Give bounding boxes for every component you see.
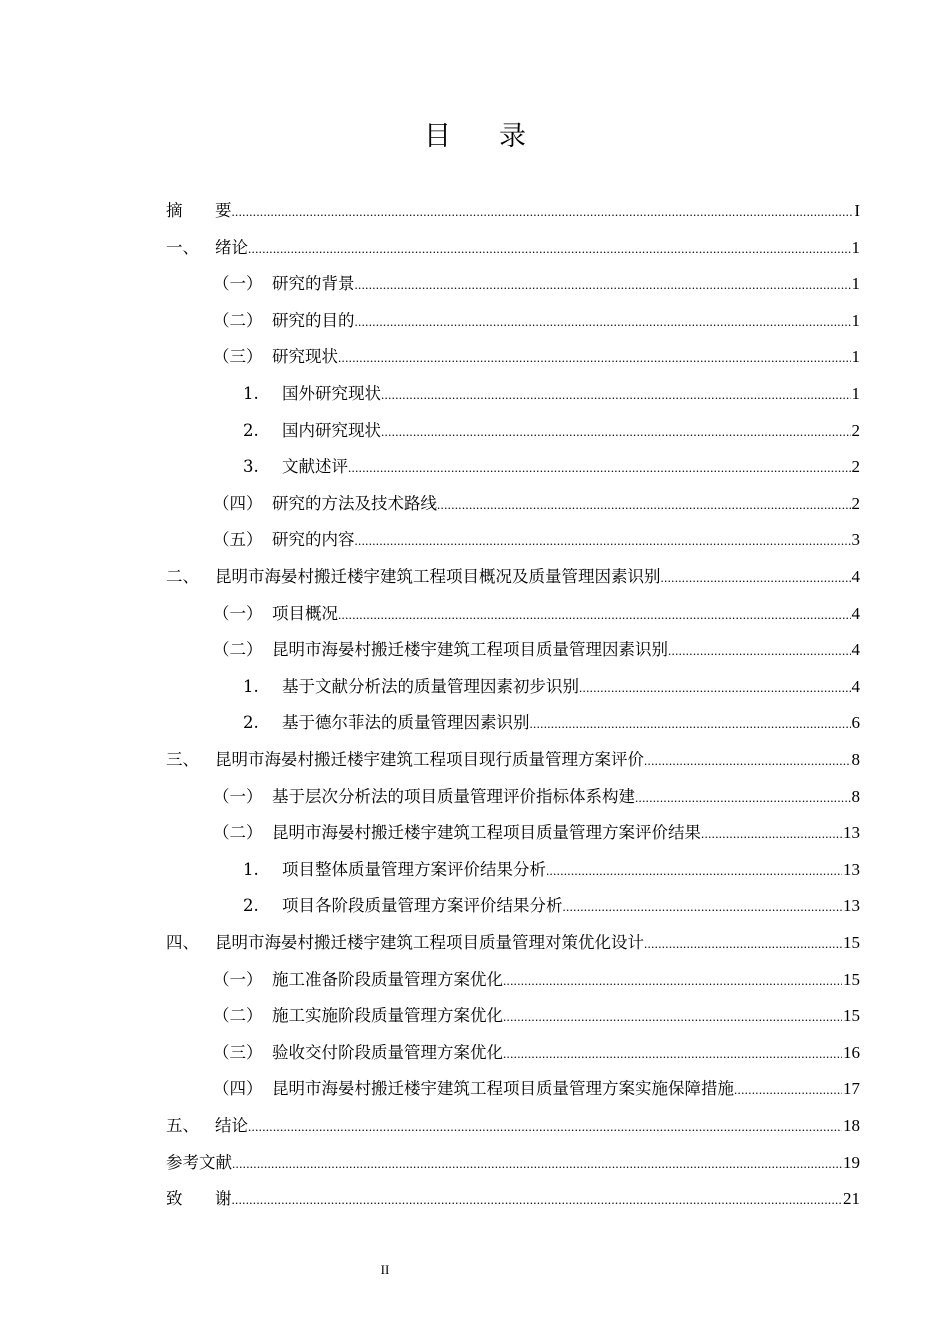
- toc-entry[interactable]: [166, 925, 860, 961]
- toc-entry-label: 施工实施阶段质量管理方案优化: [272, 1006, 503, 1026]
- toc-entry-number: （二）: [213, 640, 273, 660]
- toc-entry-page: 1: [851, 310, 860, 330]
- title-char-1: 目: [424, 121, 451, 152]
- toc-entry[interactable]: [213, 632, 860, 668]
- toc-entry[interactable]: [243, 449, 860, 485]
- toc-entry-page: 21: [843, 1189, 860, 1209]
- toc-entry-label: 验收交付阶段质量管理方案优化: [272, 1042, 503, 1062]
- toc-leader-dots: [563, 889, 843, 925]
- toc-entry-number: 1.: [243, 859, 280, 879]
- toc-leader-dots: [503, 963, 842, 999]
- toc-entry-page: 16: [843, 1042, 860, 1062]
- toc-entry-label: 参考文献: [166, 1152, 232, 1172]
- toc-entry[interactable]: [166, 559, 860, 595]
- toc-entry-page: 2: [851, 457, 860, 477]
- toc-entry-page: 2: [851, 493, 860, 513]
- toc-entry-number: （一）: [213, 603, 273, 623]
- toc-entry-number: （二）: [213, 310, 273, 330]
- toc-entry-label: 研究的方法及技术路线: [272, 493, 437, 513]
- toc-leader-dots: [381, 414, 851, 450]
- toc-entry-label: 昆明市海晏村搬迁楼宇建筑工程项目质量管理方案评价结果: [272, 823, 701, 843]
- toc-entry-number: 五、: [166, 1116, 210, 1135]
- toc-entry-label: 施工准备阶段质量管理方案优化: [272, 969, 503, 989]
- toc-entry[interactable]: [166, 230, 860, 266]
- toc-entry-number: （二）: [213, 1006, 273, 1026]
- toc-entry-page: 15: [843, 1006, 860, 1026]
- toc-entry[interactable]: [166, 193, 860, 229]
- toc-leader-dots: [503, 999, 842, 1035]
- toc-entry-number: 四、: [166, 933, 210, 952]
- toc-entry[interactable]: [213, 815, 860, 851]
- toc-entry-page: 4: [851, 640, 860, 660]
- toc-entry-page: 13: [843, 823, 860, 843]
- toc-entry-label: 结论: [215, 1116, 248, 1135]
- toc-entry-page: 19: [843, 1152, 860, 1172]
- toc-entry-number: 三、: [166, 750, 210, 769]
- toc-entry[interactable]: [243, 669, 860, 705]
- toc-leader-dots: [348, 450, 851, 486]
- toc-entry[interactable]: [213, 596, 860, 632]
- toc-leader-dots: [338, 597, 851, 633]
- toc-entry-label: 项目各阶段质量管理方案评价结果分析: [282, 896, 563, 916]
- toc-entry-page: 13: [843, 859, 860, 879]
- toc-entry[interactable]: [166, 1108, 860, 1144]
- toc-entry-label: 文献述评: [282, 457, 348, 477]
- toc-entry-number: 1.: [243, 384, 280, 403]
- toc-entry-label: 昆明市海晏村搬迁楼宇建筑工程项目现行质量管理方案评价: [215, 750, 644, 769]
- toc-entry-number: 2.: [243, 896, 280, 916]
- toc-entry-number: 致: [166, 1189, 204, 1209]
- toc-entry-number: 一、: [166, 237, 210, 257]
- toc-entry-page: I: [854, 201, 860, 220]
- toc-entry-page: 3: [851, 530, 860, 550]
- toc-entry[interactable]: [243, 852, 860, 888]
- toc-entry-label: 基于德尔菲法的质量管理因素识别: [282, 713, 530, 733]
- toc-entry-number: （四）: [213, 1079, 273, 1099]
- toc-entry[interactable]: [213, 266, 860, 302]
- toc-entry-page: 1: [851, 274, 860, 294]
- toc-entry[interactable]: [243, 376, 860, 412]
- toc-entry-page: 18: [843, 1116, 860, 1135]
- toc-entry[interactable]: [243, 705, 860, 741]
- toc-entry-number: （三）: [213, 1042, 273, 1062]
- toc-leader-dots: [355, 304, 851, 340]
- toc-entry[interactable]: [166, 742, 860, 778]
- toc-leader-dots: [437, 487, 851, 523]
- toc-leader-dots: [355, 267, 851, 303]
- toc-entry-label: 昆明市海晏村搬迁楼宇建筑工程项目质量管理因素识别: [272, 640, 668, 660]
- toc-entry-label: 昆明市海晏村搬迁楼宇建筑工程项目质量管理方案实施保障措施: [272, 1079, 734, 1099]
- toc-leader-dots: [579, 670, 851, 706]
- toc-entry[interactable]: [213, 339, 860, 375]
- toc-entry-label: 基于层次分析法的项目质量管理评价指标体系构建: [272, 786, 635, 806]
- toc-entry-page: 4: [851, 603, 860, 623]
- toc-entry-number: 二、: [166, 567, 210, 586]
- toc-entry-page: 17: [843, 1079, 860, 1099]
- toc-entry-page: 8: [851, 750, 860, 769]
- toc-entry-number: （五）: [213, 530, 273, 550]
- toc-entry[interactable]: [213, 962, 860, 998]
- toc-entry-page: 6: [851, 713, 860, 733]
- toc-entry-number: （一）: [213, 274, 273, 294]
- toc-entry[interactable]: [213, 486, 860, 522]
- toc-entry-label: 基于文献分析法的质量管理因素初步识别: [282, 676, 579, 696]
- toc-entry-page: 1: [851, 384, 860, 403]
- toc-entry-label: 绪论: [215, 237, 248, 257]
- toc-leader-dots: [644, 926, 842, 962]
- toc-entry-label: 昆明市海晏村搬迁楼宇建筑工程项目概况及质量管理因素识别: [215, 567, 661, 586]
- toc-leader-dots: [232, 194, 854, 230]
- toc-leader-dots: [503, 1036, 842, 1072]
- toc-leader-dots: [668, 633, 851, 669]
- toc-entry[interactable]: [243, 888, 860, 924]
- toc-leader-dots: [381, 377, 851, 413]
- toc-entry[interactable]: [213, 779, 860, 815]
- toc-entry-number: 3.: [243, 457, 280, 477]
- toc-leader-dots: [530, 706, 851, 742]
- toc-entry-page: 4: [851, 567, 860, 586]
- page-footer-number: II: [380, 1262, 390, 1277]
- toc-entry-label: 昆明市海晏村搬迁楼宇建筑工程项目质量管理对策优化设计: [215, 933, 644, 952]
- toc-entry[interactable]: [166, 1145, 860, 1181]
- toc-entry-number: （四）: [213, 493, 273, 513]
- toc-entry-number: 2.: [243, 713, 280, 733]
- toc-leader-dots: [355, 523, 851, 559]
- toc-entry-number: （二）: [213, 823, 273, 843]
- toc-leader-dots: [338, 340, 851, 376]
- title-char-2: 录: [499, 121, 526, 152]
- toc-entry-label: 研究的目的: [272, 310, 355, 330]
- toc-entry-number: （一）: [213, 969, 273, 989]
- toc-leader-dots: [546, 853, 842, 889]
- toc-entry[interactable]: [243, 413, 860, 449]
- toc-entry-number: （三）: [213, 347, 273, 367]
- toc-entry[interactable]: [213, 1035, 860, 1071]
- toc-entry-label: 研究的内容: [272, 530, 355, 550]
- toc-entry-page: 15: [843, 933, 860, 952]
- toc-entry[interactable]: [213, 1071, 860, 1107]
- toc-entry-number: （一）: [213, 786, 273, 806]
- toc-leader-dots: [248, 1109, 842, 1145]
- toc-leader-dots: [644, 743, 851, 779]
- toc-leader-dots: [232, 1182, 843, 1218]
- toc-entry-page: 1: [851, 347, 860, 367]
- toc-leader-dots: [734, 1072, 842, 1108]
- toc-entry-page: 15: [843, 969, 860, 989]
- toc-entry-label: 谢: [215, 1189, 232, 1209]
- toc-entry-label: 项目概况: [272, 603, 338, 623]
- toc-leader-dots: [635, 780, 851, 816]
- toc-entry[interactable]: [213, 522, 860, 558]
- toc-entry-number: 2.: [243, 420, 280, 440]
- toc-entry[interactable]: [213, 998, 860, 1034]
- page-title: [0, 114, 950, 153]
- toc-entry-label: 国内研究现状: [282, 420, 381, 440]
- toc-leader-dots: [232, 1146, 842, 1182]
- toc-entry-label: 研究现状: [272, 347, 338, 367]
- toc-leader-dots: [701, 816, 842, 852]
- toc-entry-label: 研究的背景: [272, 274, 355, 294]
- toc-leader-dots: [661, 560, 851, 596]
- toc-entry-label: 要: [215, 201, 232, 220]
- toc-entry-label: 国外研究现状: [282, 384, 381, 403]
- toc-entry[interactable]: [213, 303, 860, 339]
- toc-entry-page: 2: [851, 420, 860, 440]
- toc-leader-dots: [248, 231, 851, 267]
- toc-entry-number: 1.: [243, 676, 280, 696]
- toc-entry-page: 8: [851, 786, 860, 806]
- toc-entry-page: 4: [851, 676, 860, 696]
- toc-entry-number: 摘: [166, 201, 204, 220]
- toc-entry-page: 13: [843, 896, 860, 916]
- toc-entry-page: 1: [851, 237, 860, 257]
- toc-entry-label: 项目整体质量管理方案评价结果分析: [282, 859, 546, 879]
- toc-entry[interactable]: [166, 1181, 860, 1217]
